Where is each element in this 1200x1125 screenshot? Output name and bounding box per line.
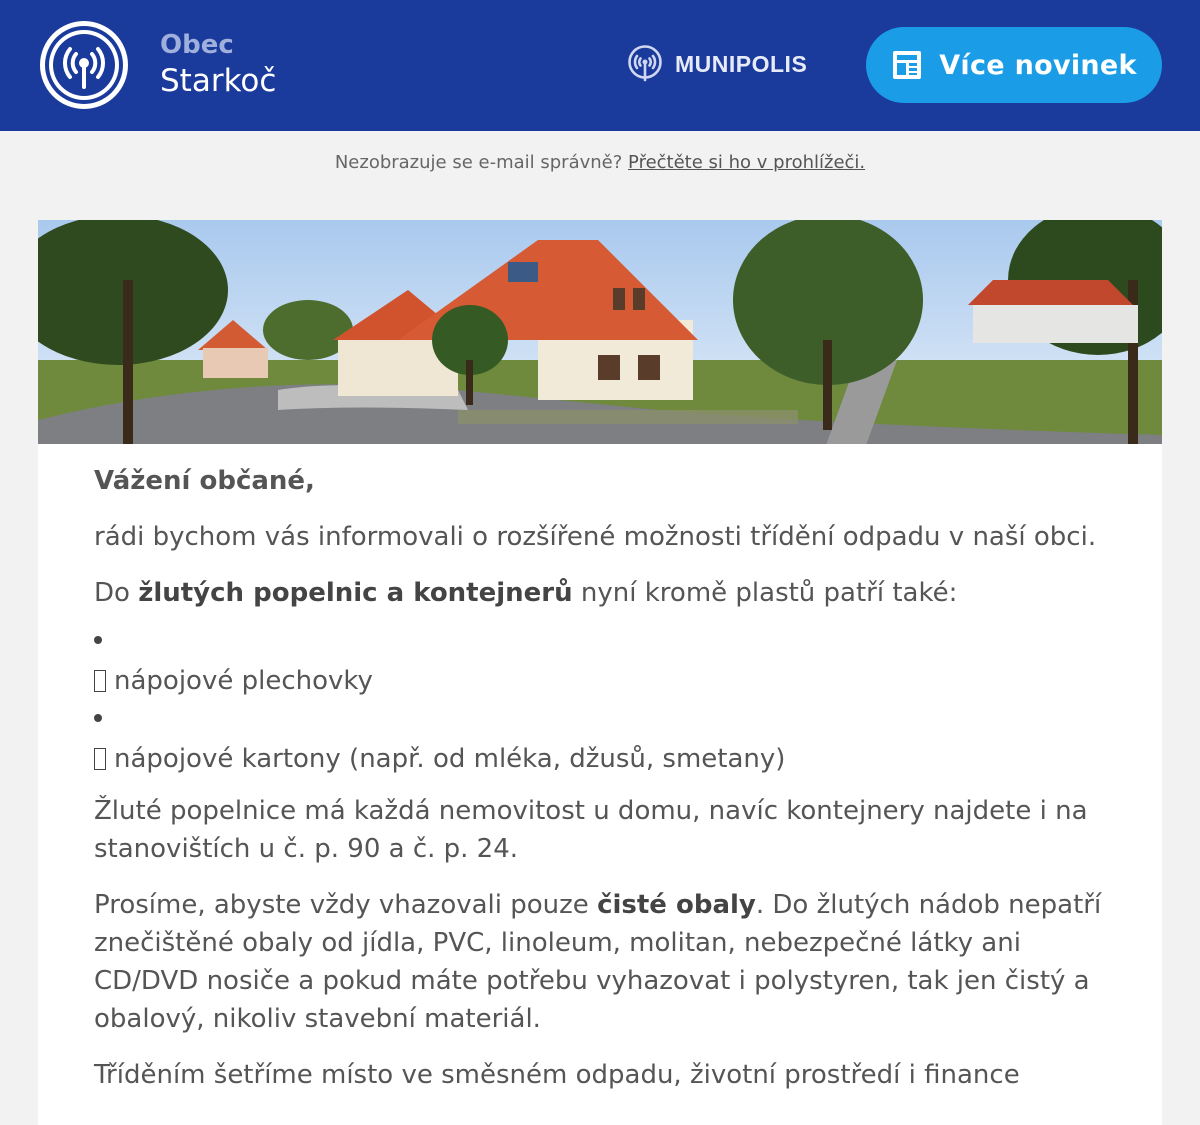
- notice-text: Nezobrazuje se e-mail správně?: [334, 152, 623, 173]
- org-title: [160, 30, 276, 100]
- org-prefix: Obec: [160, 30, 234, 60]
- brand-name: MUNIPOLIS: [675, 50, 808, 77]
- newspaper-icon: [891, 49, 923, 81]
- yellow-bins-paragraph: [94, 574, 1106, 612]
- village-photo-banner: [38, 220, 1162, 444]
- org-name: Starkoč: [160, 63, 277, 100]
- missing-glyph-icon: [94, 670, 106, 692]
- intro-paragraph: rádi bychom vás informovali o rozšířené možnosti třídění odpadu v naší obci.: [94, 522, 1097, 552]
- article-card: [38, 220, 1162, 1125]
- greeting: Vážení občané,: [94, 466, 315, 496]
- list-item-row: [94, 662, 1106, 700]
- list-item: [94, 636, 1106, 700]
- munipolis-logo-icon: [627, 44, 663, 84]
- article-content: [38, 444, 1162, 1094]
- yellow-bold: žlutých popelnic a kontejnerů: [138, 578, 573, 608]
- bullet-icon: [94, 714, 102, 722]
- clean-packaging-paragraph: [94, 886, 1106, 1038]
- browser-view-notice: [0, 152, 1200, 173]
- yellow-pre: Do: [94, 578, 139, 608]
- locations-paragraph: Žluté popelnice má každá nemovitost u domu, navíc kontejnery najdete i na stanovištích u č. p. 90 a č. p. 24.: [94, 796, 1088, 864]
- munipolis-brand[interactable]: [627, 44, 807, 84]
- more-news-button[interactable]: [866, 27, 1162, 103]
- list-item-label: nápojové kartony (např. od mléka, džusů, smetany): [114, 744, 786, 774]
- list-item-row: [94, 740, 1106, 778]
- broadcast-logo-icon[interactable]: [38, 19, 130, 111]
- yellow-post: nyní kromě plastů patří také:: [572, 578, 958, 608]
- bullet-icon: [94, 636, 102, 644]
- more-news-label: Více novinek: [939, 49, 1137, 81]
- clean-post: . Do žlutých nádob nepatří znečištěné obaly od jídla, PVC, linoleum, molitan, nebezpečné látky ani CD/DVD nosiče a pokud máte potřebu vyhazovat i polystyren, tak jen čistý a obalový, nikoliv stavební materiál.: [94, 890, 1102, 1034]
- clean-pre: Prosíme, abyste vždy vhazovali pouze: [94, 890, 598, 920]
- missing-glyph-icon: [94, 748, 106, 770]
- accepted-items-list: [94, 636, 1106, 778]
- clean-bold: čisté obaly: [597, 890, 756, 920]
- list-item-label: nápojové plechovky: [114, 666, 373, 696]
- header: [0, 0, 1200, 131]
- list-item: [94, 714, 1106, 778]
- view-in-browser-link[interactable]: Přečtěte si ho v prohlížeči.: [628, 152, 866, 173]
- closing-paragraph: Tříděním šetříme místo ve směsném odpadu, životní prostředí i finance: [94, 1060, 1020, 1090]
